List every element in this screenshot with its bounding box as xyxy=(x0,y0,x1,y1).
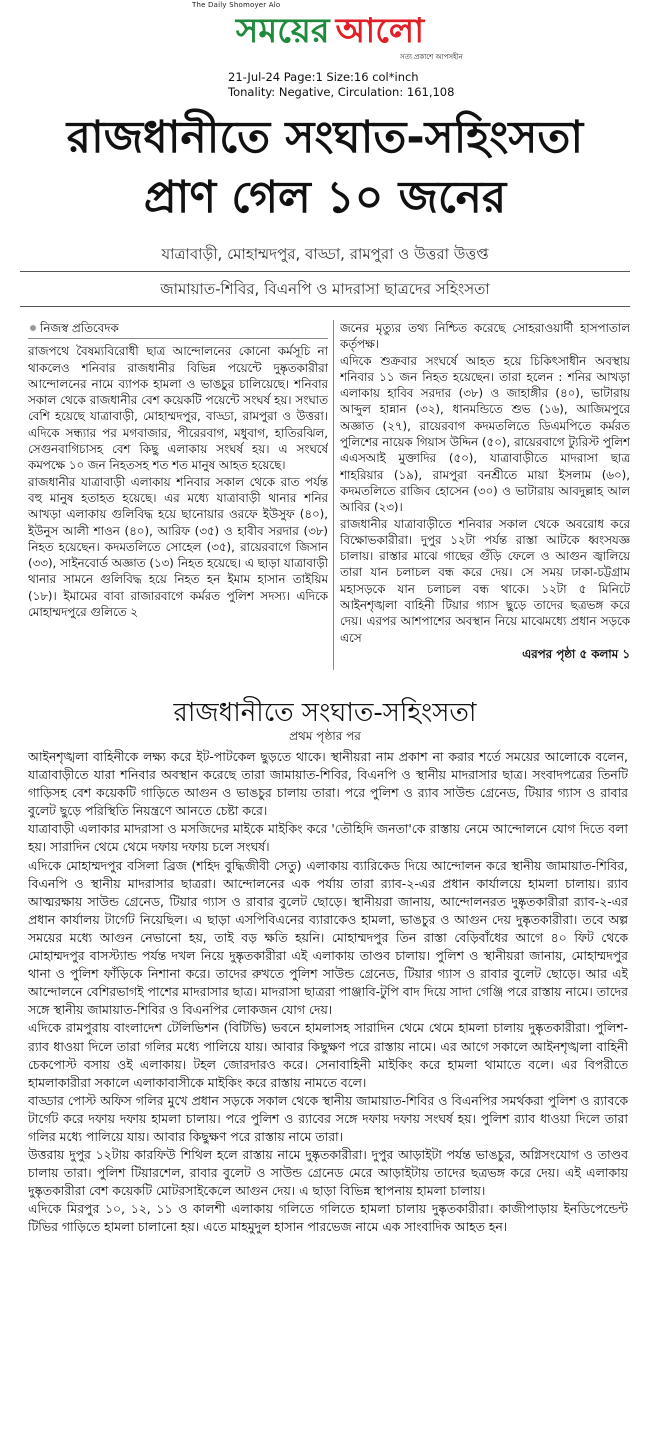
continuation-paragraph: এদিকে মিরপুর ১০, ১২, ১১ ও কালশী এলাকায় গলিতে গলিতে হামলা চালায় দুষ্কৃতকারীরা। কাজীপাড়ায় ইনডিপেন্ডেন্ট টিভির গাড়িতে হামলা চালানো হয়। এতে মাহমুদুল হাসান পারভেজ নামে এক সাংবাদিক আহত হন। xyxy=(28,1201,628,1235)
byline-rule xyxy=(28,338,328,339)
byline: নিজস্ব প্রতিবেদক xyxy=(28,320,328,336)
front-page-article xyxy=(0,102,650,682)
headline-line-1: রাজধানীতে সংঘাত-সহিংসতা xyxy=(66,112,584,163)
continuation-subtitle: প্রথম পৃষ্ঠার পর xyxy=(289,729,361,743)
jump-note: এরপর পৃষ্ঠা ৫ কলাম ১ xyxy=(522,646,630,661)
newspaper-logo xyxy=(192,8,468,54)
clip-meta-line-2: Tonality: Negative, Circulation: 161,108 xyxy=(228,85,455,99)
article-paragraph: রাজধানীর যাত্রাবাড়ী এলাকায় শনিবার সকাল থেকে রাত পর্যন্ত বহু মানুষ হতাহত হয়েছে। এর মধ্যে যাত্রাবাড়ী থানার শনির আখড়া এলাকায় গুলিবিদ্ধ হয়ে ছানোয়ার ওরফে ইউসুফ (৪০), ইউনুস আলী শাওন (৪০), আরিফ (৩৫) ও হাবীব সরদার (৩৮) নিহত হয়েছেন। কদমতলিতে সোহেল (৩৫), রায়েরবাগে জিসান (৩৩), সাইনবোর্ড অজ্ঞাত (১৩) নিহত হয়েছে। এ ছাড়া যাত্রাবাড়ী থানার সামনে গুলিবিদ্ধ হয়ে নিহত হন ইমাম হাসান তাইয়িম (১৮)। ইমামের বাবা রাজারবাগে কর্মরত পুলিশ সদস্য। এদিকে মোহাম্মদপুরে গুলিতে ২ xyxy=(28,474,328,620)
divider-rule xyxy=(20,271,630,272)
article-column-left xyxy=(28,320,328,670)
continuation-paragraph: এদিকে রামপুরায় বাংলাদেশ টেলিভিশন (বিটিভি) ভবনে হামলাসহ সারাদিন থেমে থেমে হামলা চালায় দুষ্কৃতকারীরা। পুলিশ-র‍্যাব ধাওয়া দিলে তারা গলির মধ্যে পালিয়ে যায়। আবার কিছুক্ষণ পরে রাস্তায় নামে। এর আগে সকালে আইনশৃঙ্খলা বাহিনী চেকপোস্ট বসায় ওই এলাকায়। টহল জোরদারও করে। সেনাবাহিনী মাইকিং করে হামলা থামাতে বলে। এর বিপরীতে হামলাকারীরা সকালে এলাকাবাসীকে মাইকিং করে রাস্তায় নামতে বলে। xyxy=(28,1020,628,1090)
masthead-tagline: সত্য প্রকাশে আপসহীন xyxy=(400,53,463,61)
article-paragraph: রাজধানীর যাত্রাবাড়ীতে শনিবার সকাল থেকে অবরোধ করে বিক্ষোভকারীরা। দুপুর ১২টা পর্যন্ত রাস্তা আটকে ধ্বংসযজ্ঞ চালায়। রাস্তার মাঝে গাছের গুঁড়ি ফেলে ও আগুন জ্বালিয়ে তারা যান চলাচল বন্ধ করে দেয়। সে সময় ঢাকা-চট্টগ্রাম মহাসড়কে যান চলাচল বন্ধ থাকে। ১২টা ৫ মিনিটে আইনশৃঙ্খলা বাহিনী টিয়ার গ্যাস ছুড়ে তাদের ছত্রভঙ্গ করে দেয়। এরপর আশপাশের অবস্থান নিয়ে মাঝেমধ্যে প্রধান সড়কে এসে xyxy=(340,516,630,645)
subheadline-1: যাত্রাবাড়ী, মোহাম্মদপুর, বাড্ডা, রামপুরা ও উত্তরা উত্তপ্ত xyxy=(161,245,489,263)
clipping-metadata xyxy=(228,70,454,100)
logo-word-2: আলো xyxy=(335,11,425,51)
clip-meta-line-1: 21-Jul-24 Page:1 Size:16 col*inch xyxy=(228,70,419,84)
continuation-paragraph: আইনশৃঙ্খলা বাহিনীকে লক্ষ্য করে ইট-পাটকেল ছুড়তে থাকে। স্থানীয়রা নাম প্রকাশ না করার শর্তে সময়ের আলোকে বলেন, যাত্রাবাড়ীতে যারা শনিবার অবস্থান করেছে তারা জামায়াত-শিবির, বিএনপি ও স্থানীয় মাদরাসার ছাত্র। সংবাদপত্রের তিনটি গাড়িসহ বেশ কয়েকটি গাড়িতে আগুন ও ভাঙচুর চালায় তারা। পরে পুলিশ ও র‍্যাব সাউন্ড গ্রেনেড, টিয়ার গ্যাস ও রাবার বুলেট ছুড়ে পরিস্থিতি নিয়ন্ত্রণে আনতে চেষ্টা করে। xyxy=(28,749,628,819)
logo-word-1: সময়ের xyxy=(235,11,330,51)
continuation-body xyxy=(28,748,628,1420)
divider-rule xyxy=(20,306,630,307)
article-column-right xyxy=(340,320,630,670)
continuation-paragraph: যাত্রাবাড়ী এলাকার মাদরাসা ও মসজিদের মাইকে মাইকিং করে 'তৌহিদি জনতা'কে রাস্তায় নেমে আন্দোলনে যোগ দিতে বলা হয়। সারাদিন থেমে থেমে দফায় দফায় চলে সংঘর্ষ। xyxy=(28,821,628,855)
continuation-title: রাজধানীতে সংঘাত-সহিংসতা xyxy=(173,698,477,728)
headline-line-2: প্রাণ গেল ১০ জনের xyxy=(143,172,507,223)
subheadline-2: জামায়াত-শিবির, বিএনপি ও মাদরাসা ছাত্রদের সহিংসতা xyxy=(160,280,490,298)
column-divider xyxy=(333,320,334,670)
masthead xyxy=(0,0,650,65)
article-paragraph: জনের মৃত্যুর তথ্য নিশ্চিত করেছে সোহরাওয়ার্দী হাসপাতাল কর্তৃপক্ষ। xyxy=(340,321,630,352)
article-paragraph: এদিকে শুক্রবার সংঘর্ষে আহত হয়ে চিকিৎসাধীন অবস্থায় শনিবার ১১ জন নিহত হয়েছেন। তারা হলেন : শনির আখড়া এলাকায় হাবিব সরদার (৩৮) ও জাহাঙ্গীর (৪০), ভাটারায় আব্দুল হান্নান (৩২), ধানমন্ডিতে শুভ (১৬), আজিমপুরে অজ্ঞাত (২৭), রায়েরবাগ কদমতলিতে ডিএমপিতে কর্মরত পুলিশের নায়েক গিয়াস উদ্দিন (৫০), রায়েরবাগে ট্যুরিস্ট পুলিশ এএসআই মুক্তাদির (৫০), যাত্রাবাড়ীতে মাদরাসা ছাত্র শাহরিয়ার (১৯), রামপুরা বনশ্রীতে মায়া ইসলাম (৬০), কদমতলিতে রাজিব হোসেন (৩০) ও ভাটারায় আবদুল্লাহ আল আবির (২৩)। xyxy=(340,353,630,515)
continuation-article xyxy=(0,688,650,1428)
continuation-paragraph: বাড্ডার পোস্ট অফিস গলির মুখে প্রধান সড়কে সকাল থেকে স্থানীয় জামায়াত-শিবির ও বিএনপির সমর্থকরা পুলিশ ও র‍্যাবকে টার্গেট করে দফায় দফায় হামলা চালায়। পরে পুলিশ ও র‍্যাবের সঙ্গে দফায় দফায় সংঘর্ষ হয়। পুলিশ র‍্যাব ধাওয়া দিলে তারা গলির মধ্যে পালিয়ে যায়। আবার কিছুক্ষণ পরে রাস্তায় নামে তারা। xyxy=(28,1092,628,1144)
article-paragraph: রাজপথে বৈষম্যবিরোধী ছাত্র আন্দোলনের কোনো কর্মসূচি না থাকলেও শনিবার রাজধানীর বিভিন্ন পয়েন্টে দুষ্কৃতকারীরা আন্দোলনের নামে ব্যাপক হামলা ও ভাঙচুর চালিয়েছে। শনিবার সকাল থেকে রাজধানীর বেশ কয়েকটি পয়েন্টে সংঘর্ষ হয়। সংঘাত বেশি হয়েছে যাত্রাবাড়ী, মোহাম্মদপুর, বাড্ডা, রামপুরা ও উত্তরা। এদিকে সন্ধ্যার পর মগবাজার, পীরেরবাগ, মধুবাগ, হাতিরঝিল, সেগুনবাগিচাসহ বেশ কিছু এলাকায় সংঘর্ষ হয়। এ সংঘর্ষে কমপক্ষে ১০ জন নিহতসহ শত শত মানুষ আহত হয়েছে। xyxy=(28,344,328,473)
continuation-paragraph: এদিকে মোহাম্মদপুর বসিলা ব্রিজ (শহিদ বুদ্ধিজীবী সেতু) এলাকায় ব্যারিকেড দিয়ে আন্দোলন করে স্থানীয় জামায়াত-শিবির, বিএনপি ও স্থানীয় মাদরাসার ছাত্ররা। আন্দোলনের এক পর্যায় তারা র‍্যাব-২-এর প্রধান কার্যালয়ে হামলা চালায়। র‍্যাব আত্মরক্ষায় সাউন্ড গ্রেনেড, টিয়ার গ্যাস ও রাবার বুলেট ছোড়ে। স্থানীয়রা জানায়, আন্দোলনরত দুষ্কৃতকারীরা র‍্যাব-২-এর প্রধান কার্যালয় টার্গেট নিয়েছিল। এ ছাড়া এসপিবিএনের ব্যারাকেও হামলা, ভাঙচুর ও আগুন দেয় দুষ্কৃতকারীরা। তবে অল্প সময়ের মধ্যে আগুন নেভানো হয়, তাই বড় ক্ষতি হয়নি। মোহাম্মদপুর তিন রাস্তা বেড়িবাঁধের আগে ৪০ ফিট থেকে মোহাম্মদপুর বাসস্ট্যান্ড পর্যন্ত দখল নিয়ে দুষ্কৃতকারীরা এই এলাকায় তাণ্ডব চালায়। পুলিশ ও স্থানীয়রা জানায়, মোহাম্মদপুর থানা ও পুলিশ ফাঁড়িকে নিশানা করে। তাদের রুখতে পুলিশ সাউন্ড গ্রেনেড, টিয়ার গ্যাস ও রাবার বুলেট ছোড়ে। আর এই আন্দোলনে বেশিরভাগই পাশের মাদরাসার ছাত্র। মাদরাসা ছাত্ররা পাঞ্জাবি-টুপি বাদ দিয়ে সাদা গেঞ্জি পরে রাস্তায় নামে। তাদের সঙ্গে স্থানীয় জামায়াত-শিবির ও বিএনপির লোকজন যোগ দেয়। xyxy=(28,857,628,1018)
continuation-paragraph: উত্তরায় দুপুর ১২টায় কারফিউ শিথিল হলে রাস্তায় নামে দুষ্কৃতকারীরা। দুপুর আড়াইটা পর্যন্ত ভাঙচুর, অগ্নিসংযোগ ও তাণ্ডব চালায় তারা। পুলিশ টিয়ারশেল, রাবার বুলেট ও সাউন্ড গ্রেনেড মেরে আড়াইটায় তাদের ছত্রভঙ্গ করে দেয়। এই এলাকায় দুষ্কৃতকারীরা বেশ কয়েকটি মোটরসাইকেলে আগুন দেয়। এ ছাড়া বিভিন্ন স্থাপনায় হামলা চালায়। xyxy=(28,1147,628,1199)
masthead-english-name: The Daily Shomoyer Alo xyxy=(192,1,281,9)
